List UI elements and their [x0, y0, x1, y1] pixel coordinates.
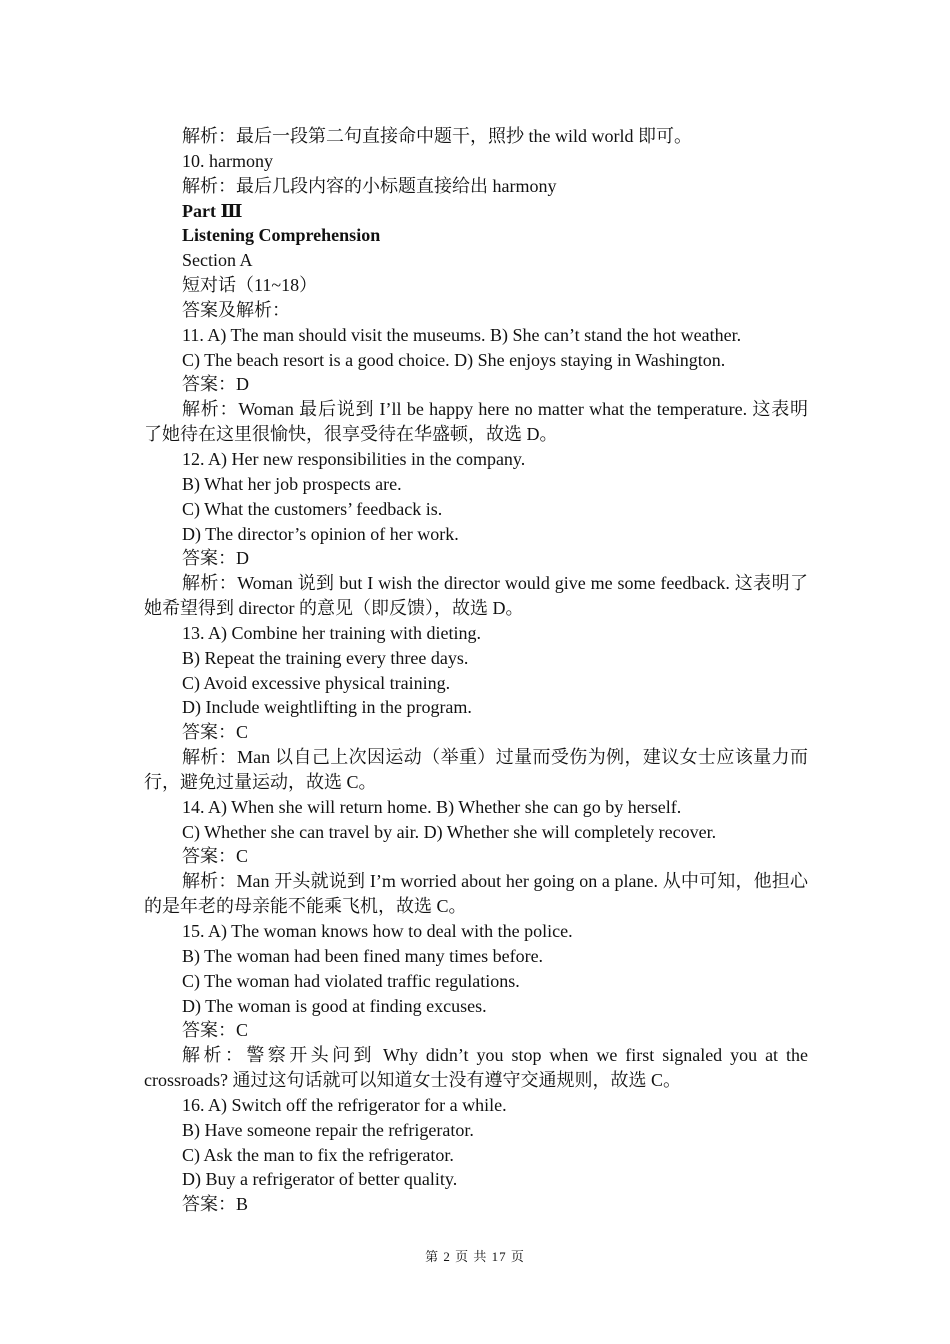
- answer-line: 答案：D: [182, 374, 249, 395]
- section-label: Section A: [182, 250, 253, 271]
- answer-line: 10. harmony: [182, 150, 273, 171]
- question-option: C) Ask the man to fix the refrigerator.: [182, 1144, 454, 1165]
- analysis-paragraph: 解析：Woman 最后说到 I’ll be happy here no matter what the temperature. 这表明了她待在这里很愉快，很享受待在华盛顿，故选 D。: [144, 399, 808, 445]
- analysis-paragraph: 解析：警察开头问到 Why didn’t you stop when we first signaled you at the crossroads? 通过这句话就可以知道女士没有遵守交通规则，故选 C。: [144, 1045, 808, 1091]
- question-option: B) What her job prospects are.: [182, 473, 402, 494]
- question-option: D) Include weightlifting in the program.: [182, 697, 472, 718]
- subsection-label: 短对话（11~18）: [182, 275, 318, 296]
- question-option: C) The beach resort is a good choice. D) She enjoys staying in Washington.: [182, 349, 726, 370]
- document-page: [144, 124, 808, 1217]
- analysis-line: 解析：最后几段内容的小标题直接给出 harmony: [182, 175, 557, 196]
- question-option: C) The woman had violated traffic regulations.: [182, 970, 520, 991]
- question-option: C) What the customers’ feedback is.: [182, 498, 443, 519]
- analysis-paragraph: 解析：Man 以自己上次因运动（举重）过量而受伤为例，建议女士应该量力而行，避免过量运动，故选 C。: [144, 747, 808, 792]
- question-option: C) Whether she can travel by air. D) Whether she will completely recover.: [182, 821, 717, 842]
- answer-line: 答案：C: [182, 1020, 249, 1041]
- question-option: 12. A) Her new responsibilities in the company.: [182, 448, 526, 469]
- part-title: Part Ⅲ: [182, 200, 243, 221]
- page-number-footer: 第 2 页 共 17 页: [425, 1249, 525, 1264]
- answer-line: 答案：D: [182, 548, 249, 569]
- question-option: B) Have someone repair the refrigerator.: [182, 1119, 474, 1140]
- question-option: B) The woman had been fined many times before.: [182, 945, 544, 966]
- analysis-paragraph: 解析：Man 开头就说到 I’m worried about her going on a plane. 从中可知，他担心的是年老的母亲能不能乘飞机，故选 C。: [144, 871, 808, 917]
- answers-header: 答案及解析：: [182, 299, 290, 320]
- section-heading: Listening Comprehension: [182, 225, 381, 246]
- analysis-paragraph: 解析：Woman 说到 but I wish the director would give me some feedback. 这表明了她希望得到 director 的意见（即反馈），故选 D。: [144, 573, 808, 619]
- question-option: D) Buy a refrigerator of better quality.: [182, 1169, 458, 1190]
- answer-line: 答案：C: [182, 722, 249, 743]
- analysis-line: 解析：最后一段第二句直接命中题干，照抄 the wild world 即可。: [182, 126, 692, 146]
- question-option: 13. A) Combine her training with dieting.: [182, 622, 481, 643]
- question-option: B) Repeat the training every three days.: [182, 647, 469, 668]
- answer-line: 答案：B: [182, 1194, 249, 1215]
- question-option: C) Avoid excessive physical training.: [182, 672, 451, 693]
- question-option: 15. A) The woman knows how to deal with the police.: [182, 921, 573, 941]
- question-option: D) The director’s opinion of her work.: [182, 523, 459, 544]
- answer-line: 答案：C: [182, 846, 249, 867]
- question-option: 14. A) When she will return home. B) Whether she can go by herself.: [182, 796, 682, 817]
- question-option: 16. A) Switch off the refrigerator for a while.: [182, 1094, 507, 1115]
- question-option: 11. A) The man should visit the museums. B) She can’t stand the hot weather.: [182, 324, 742, 345]
- question-option: D) The woman is good at finding excuses.: [182, 995, 487, 1016]
